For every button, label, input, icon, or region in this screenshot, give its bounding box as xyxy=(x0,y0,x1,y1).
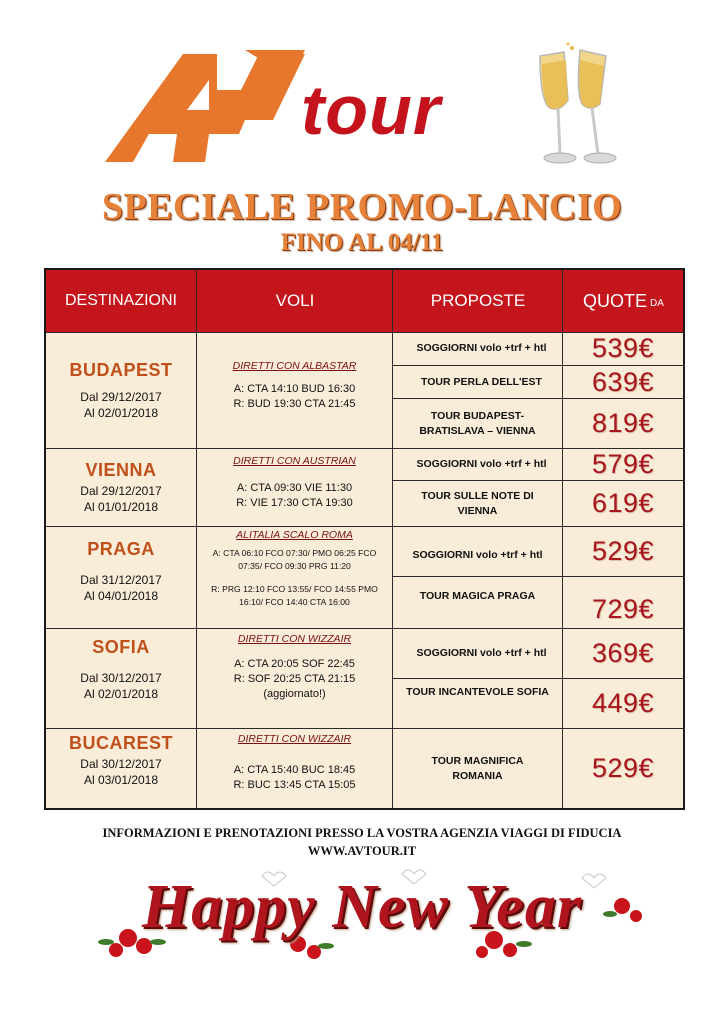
date-range: Dal 31/12/2017 Al 04/01/2018 xyxy=(80,573,162,603)
airline: DIRETTI CON ALBASTAR xyxy=(232,360,357,372)
offer-name: TOUR BUDAPEST- BRATISLAVA – VIENNA xyxy=(419,409,536,437)
airline: DIRETTI CON AUSTRIAN xyxy=(233,455,356,467)
offer-name: SOGGIORNI volo +trf + htl xyxy=(412,549,543,561)
destination-bucarest xyxy=(46,729,196,808)
airline: ALITALIA SCALO ROMA xyxy=(236,529,353,541)
flight-times: A: CTA 09:30 VIE 11:30 R: VIE 17:30 CTA 19:30 xyxy=(236,482,353,509)
flights-vienna xyxy=(197,449,392,526)
city-name: SOFIA xyxy=(92,637,150,657)
offer-price: 369€ xyxy=(591,638,655,668)
offer-name: SOGGIORNI volo +trf + htl xyxy=(416,647,547,659)
champagne-glasses-icon xyxy=(520,42,630,172)
destination-budapest xyxy=(46,332,196,448)
offer-price: 539€ xyxy=(591,333,655,363)
offers-table xyxy=(44,268,685,810)
flights-bucarest xyxy=(197,729,392,808)
date-range: Dal 29/12/2017 Al 02/01/2018 xyxy=(80,389,162,420)
flight-times: A: CTA 20:05 SOF 22:45 R: SOF 20:25 CTA 21:15 (aggiornato!) xyxy=(233,658,356,700)
date-range: Dal 29/12/2017 Al 01/01/2018 xyxy=(80,484,162,514)
offer-name: TOUR INCANTEVOLE SOFIA xyxy=(406,686,549,698)
offer-price: 529€ xyxy=(591,536,655,566)
flight-times: A: CTA 14:10 BUD 16:30 R: BUD 19:30 CTA 21:45 xyxy=(233,383,356,410)
offer-name: SOGGIORNI volo +trf + htl xyxy=(416,342,547,354)
header-destinazioni: DESTINAZIONI xyxy=(64,292,177,309)
avtour-logo xyxy=(105,50,525,170)
header-proposte: PROPOSTE xyxy=(430,291,526,310)
flights-praga xyxy=(197,527,392,628)
date-range: Dal 30/12/2017 Al 02/01/2018 xyxy=(80,671,162,701)
date-range: Dal 30/12/2017 Al 03/01/2018 xyxy=(80,757,162,787)
header-quote xyxy=(564,270,683,332)
offer-name: TOUR SULLE NOTE DI VIENNA xyxy=(421,489,534,517)
offer-name: SOGGIORNI volo +trf + htl xyxy=(416,458,547,470)
offer-price: 449€ xyxy=(591,688,655,718)
happy-new-year-text: Happy New Year xyxy=(142,873,582,941)
header-quote-label: QUOTE xyxy=(583,290,648,311)
offer-price: 819€ xyxy=(591,408,655,438)
offer-name: TOUR MAGICA PRAGA xyxy=(419,590,536,602)
header-quote-suffix: DA xyxy=(650,297,664,309)
offer-price: 529€ xyxy=(591,753,655,783)
city-name: BUCAREST xyxy=(68,733,173,753)
table-header xyxy=(46,270,683,332)
destination-sofia xyxy=(46,629,196,728)
city-name: PRAGA xyxy=(87,539,155,559)
city-name: BUDAPEST xyxy=(69,359,173,380)
destination-vienna xyxy=(46,449,196,526)
airline: DIRETTI CON WIZZAIR xyxy=(237,733,352,745)
promo-title: SPECIALE PROMO-LANCIO xyxy=(101,186,623,228)
flight-note: (aggiornato!) xyxy=(263,688,326,700)
flights-budapest xyxy=(197,332,392,448)
flight-times: A: CTA 06:10 FCO 07:30/ PMO 06:25 FCO 07:35/ FCO 09:30 PRG 11:20 R: PRG 12:10 FCO 13:55/ FCO 14:55 PMO 16:10/ FCO 14:40 CTA 16:00 xyxy=(211,548,378,607)
destination-praga xyxy=(46,527,196,628)
promo-subtitle: FINO AL 04/11 xyxy=(280,229,444,256)
airline: DIRETTI CON WIZZAIR xyxy=(237,633,352,645)
flight-times: A: CTA 15:40 BUC 18:45 R: BUC 13:45 CTA 15:05 xyxy=(233,764,356,791)
logo-word: tour xyxy=(301,71,442,149)
offer-price: 619€ xyxy=(591,488,655,518)
offer-name: TOUR PERLA DELL'EST xyxy=(421,375,542,388)
offer-price: 729€ xyxy=(591,594,655,624)
av-logo-mark xyxy=(105,50,305,170)
info-line: INFORMAZIONI E PRENOTAZIONI PRESSO LA VOSTRA AGENZIA VIAGGI DI FIDUCIA xyxy=(102,826,622,840)
happy-new-year-banner xyxy=(62,866,662,976)
website-link[interactable]: WWW.AVTOUR.IT xyxy=(307,844,417,858)
flights-sofia xyxy=(197,629,392,728)
city-name: VIENNA xyxy=(85,460,157,480)
offer-price: 639€ xyxy=(591,366,655,397)
offer-price: 579€ xyxy=(591,449,655,479)
header-voli: VOLI xyxy=(275,291,315,310)
offer-name: TOUR MAGNIFICA ROMANIA xyxy=(431,754,524,782)
